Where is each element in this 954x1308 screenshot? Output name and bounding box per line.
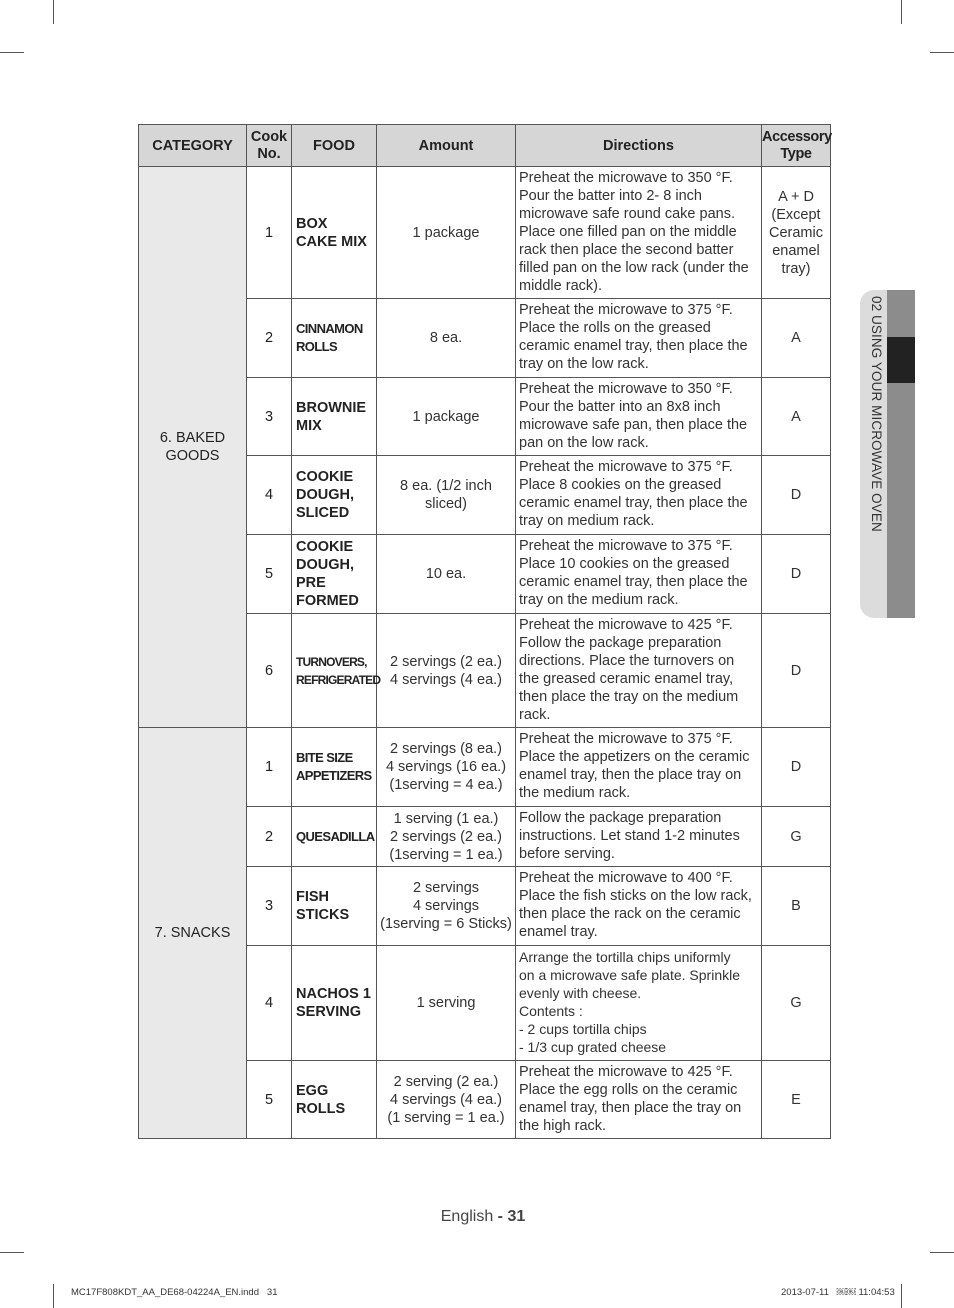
crop-mark — [901, 0, 902, 24]
accessory-cell: A — [762, 378, 831, 456]
accessory-cell: D — [762, 456, 831, 535]
food-cell: COOKIE DOUGH, SLICED — [292, 456, 377, 535]
cook-no-cell: 1 — [247, 728, 292, 807]
header-cook-no: Cook No. — [247, 125, 292, 167]
amount-cell: 2 servings (2 ea.) 4 servings (4 ea.) — [377, 614, 516, 728]
header-amount: Amount — [377, 125, 516, 167]
directions-cell: Preheat the microwave to 375 °F. Place 8 cookies on the greased ceramic enamel tray, then place the tray on medium rack. — [516, 456, 762, 535]
amount-cell: 1 package — [377, 378, 516, 456]
print-timestamp: 2013-07-11 ￼￼ 11:04:53 — [781, 1287, 895, 1298]
food-cell: TURNOVERS, REFRIGERATED — [292, 614, 377, 728]
directions-cell: Preheat the microwave to 375 °F. Place the rolls on the greased ceramic enamel tray, then place the tray on the low rack. — [516, 299, 762, 378]
directions-cell: Preheat the microwave to 375 °F. Place the appetizers on the ceramic enamel tray, then the place tray on the medium rack. — [516, 728, 762, 807]
table-row — [139, 167, 831, 299]
cook-no-cell: 3 — [247, 378, 292, 456]
food-cell: BITE SIZE APPETIZERS — [292, 728, 377, 807]
accessory-cell: D — [762, 535, 831, 614]
cook-no-cell: 1 — [247, 167, 292, 299]
directions-cell: Arrange the tortilla chips uniformly on a microwave safe plate. Sprinkle evenly with cheese. Contents : - 2 cups tortilla chips - 1/3 cup grated cheese — [516, 946, 762, 1061]
amount-cell: 2 servings (8 ea.) 4 servings (16 ea.) (1serving = 4 ea.) — [377, 728, 516, 807]
amount-cell: 2 serving (2 ea.) 4 servings (4 ea.) (1 serving = 1 ea.) — [377, 1061, 516, 1139]
crop-mark — [0, 52, 24, 53]
directions-cell: Preheat the microwave to 425 °F. Follow the package preparation directions. Place the turnovers on the greased ceramic enamel tray, then place the tray on the medium rack. — [516, 614, 762, 728]
amount-cell: 2 servings 4 servings (1serving = 6 Sticks) — [377, 867, 516, 946]
crop-mark — [901, 1284, 902, 1308]
directions-cell: Preheat the microwave to 350 °F. Pour the batter into an 8x8 inch microwave safe pan, then place the pan on the low rack. — [516, 378, 762, 456]
food-cell: FISH STICKS — [292, 867, 377, 946]
cook-no-cell: 6 — [247, 614, 292, 728]
accessory-cell: G — [762, 807, 831, 867]
cook-no-cell: 3 — [247, 867, 292, 946]
cook-no-cell: 2 — [247, 807, 292, 867]
header-food: FOOD — [292, 125, 377, 167]
food-cell: CINNAMON ROLLS — [292, 299, 377, 378]
table-row — [139, 728, 831, 807]
accessory-cell: D — [762, 728, 831, 807]
directions-cell: Follow the package preparation instructions. Let stand 1-2 minutes before serving. — [516, 807, 762, 867]
crop-mark — [0, 1252, 24, 1253]
amount-cell: 1 package — [377, 167, 516, 299]
accessory-cell: A + D (Except Ceramic enamel tray) — [762, 167, 831, 299]
cook-no-cell: 5 — [247, 1061, 292, 1139]
cook-no-cell: 2 — [247, 299, 292, 378]
crop-mark — [53, 1284, 54, 1308]
accessory-cell: B — [762, 867, 831, 946]
crop-mark — [53, 0, 54, 24]
page-value: 31 — [507, 1208, 526, 1225]
table-header-row — [139, 125, 831, 167]
food-cell: BOX CAKE MIX — [292, 167, 377, 299]
food-cell: COOKIE DOUGH, PRE FORMED — [292, 535, 377, 614]
accessory-cell: A — [762, 299, 831, 378]
crop-mark — [930, 52, 954, 53]
amount-cell: 1 serving — [377, 946, 516, 1061]
page-language: English — [440, 1208, 494, 1225]
cook-no-cell: 4 — [247, 946, 292, 1061]
amount-cell: 8 ea. — [377, 299, 516, 378]
accessory-cell: E — [762, 1061, 831, 1139]
header-accessory-type: Accessory Type — [762, 125, 831, 167]
food-cell: QUESADILLA — [292, 807, 377, 867]
amount-cell: 8 ea. (1/2 inch sliced) — [377, 456, 516, 535]
header-directions: Directions — [516, 125, 762, 167]
cook-no-cell: 4 — [247, 456, 292, 535]
amount-cell: 10 ea. — [377, 535, 516, 614]
directions-cell: Preheat the microwave to 400 °F. Place the fish sticks on the low rack, then place the rack on the ceramic enamel tray. — [516, 867, 762, 946]
cook-no-cell: 5 — [247, 535, 292, 614]
directions-cell: Preheat the microwave to 350 °F. Pour the batter into 2- 8 inch microwave safe round cake pans. Place one filled pan on the middle rack then place the second batter filled pan on the low rack (under the middle rack). — [516, 167, 762, 299]
food-cell: EGG ROLLS — [292, 1061, 377, 1139]
crop-mark — [930, 1252, 954, 1253]
accessory-cell: D — [762, 614, 831, 728]
category-cell: 7. SNACKS — [139, 728, 247, 1139]
page-separator: - — [493, 1208, 508, 1225]
chapter-tab-marker — [887, 337, 915, 383]
page-number — [0, 1208, 954, 1226]
print-file-name: MC17F808KDT_AA_DE68-04224A_EN.indd 31 — [71, 1287, 278, 1298]
header-category: CATEGORY — [139, 125, 247, 167]
chapter-tab-label: 02 USING YOUR MICROWAVE OVEN — [869, 296, 884, 532]
amount-cell: 1 serving (1 ea.) 2 servings (2 ea.) (1serving = 1 ea.) — [377, 807, 516, 867]
food-cell: BROWNIE MIX — [292, 378, 377, 456]
directions-cell: Preheat the microwave to 425 °F. Place the egg rolls on the ceramic enamel tray, then place the tray on the high rack. — [516, 1061, 762, 1139]
directions-cell: Preheat the microwave to 375 °F. Place 10 cookies on the greased ceramic enamel tray, then place the tray on the medium rack. — [516, 535, 762, 614]
accessory-cell: G — [762, 946, 831, 1061]
category-cell: 6. BAKED GOODS — [139, 167, 247, 728]
food-cell: NACHOS 1 SERVING — [292, 946, 377, 1061]
cooking-guide-table — [138, 124, 831, 1139]
